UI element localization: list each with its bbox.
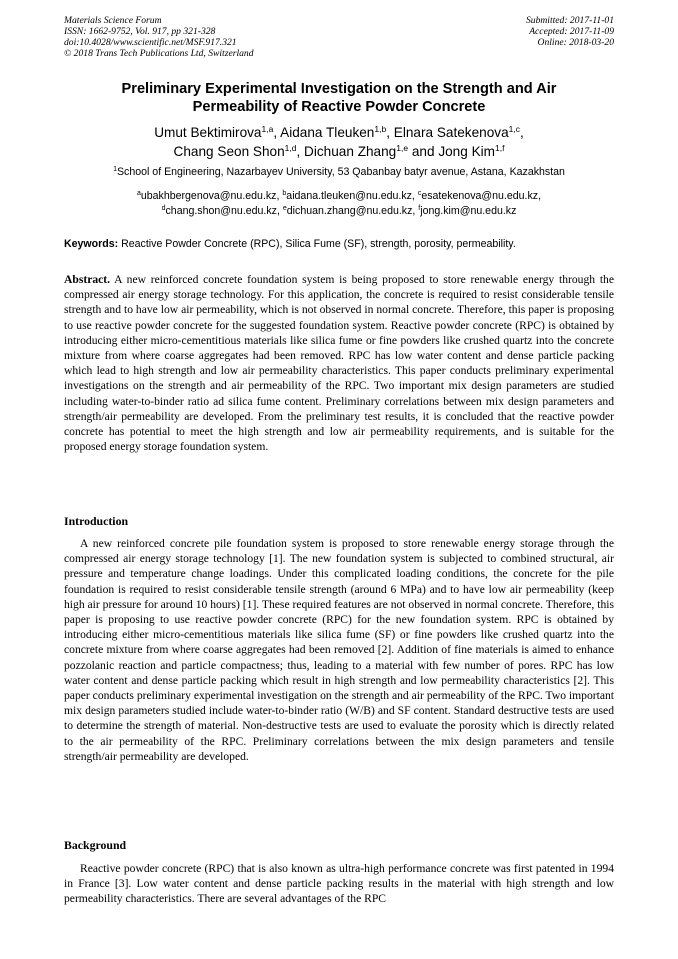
email-mark: b — [282, 190, 287, 197]
email-mark: a — [136, 190, 141, 197]
affiliation — [64, 166, 614, 179]
author-separator: , — [386, 125, 394, 140]
affiliation-text: School of Engineering, Nazarbayev University, 53 Qabanbay batyr avenue, Astana, Kazakhstan — [116, 166, 565, 178]
author-name: Dichuan Zhang — [304, 144, 397, 159]
email-list — [64, 189, 614, 219]
online-date: Online: 2018-03-20 — [537, 37, 614, 48]
authors-line-1 — [64, 123, 614, 142]
journal-name: Materials Science Forum — [64, 15, 162, 26]
issn-line: ISSN: 1662-9752, Vol. 917, pp 321-328 — [64, 26, 216, 37]
author-name: Aidana Tleuken — [280, 125, 375, 140]
email-address[interactable]: aidana.tleuken@nu.edu.kz, — [286, 190, 415, 202]
background-heading: Background — [64, 838, 127, 852]
author-affil-mark: 1,a — [261, 124, 274, 134]
author-name: Umut Bektimirova — [154, 125, 262, 140]
affiliation-mark: 1 — [113, 166, 117, 173]
author-list — [64, 123, 614, 161]
email-mark: d — [161, 205, 166, 212]
author-affil-mark: 1,c — [508, 124, 520, 134]
email-mark: e — [282, 205, 287, 212]
author-affil-mark: 1,d — [284, 143, 297, 153]
dates-header — [526, 15, 614, 48]
submitted-date: Submitted: 2017-11-01 — [525, 15, 614, 26]
title-line-1: Preliminary Experimental Investigation on the Strength and Air — [121, 81, 557, 97]
doi-line: doi:10.4028/www.scientific.net/MSF.917.321 — [64, 37, 237, 48]
abstract-label: Abstract. — [64, 273, 111, 286]
author-name: Jong Kim — [438, 144, 495, 159]
authors-line-2 — [64, 142, 614, 161]
keywords — [64, 237, 614, 251]
email-mark: f — [418, 205, 421, 212]
title-line-2: Permeability of Reactive Powder Concrete — [192, 99, 486, 115]
copyright-line: © 2018 Trans Tech Publications Ltd, Switzerland — [64, 48, 254, 59]
paper-title — [64, 80, 614, 116]
abstract — [64, 272, 614, 454]
author-affil-mark: 1,b — [374, 124, 387, 134]
email-mark: c — [417, 190, 422, 197]
author-separator: , — [296, 144, 305, 159]
emails-line-2 — [64, 204, 614, 219]
introduction-paragraph: A new reinforced concrete pile foundation system is proposed to store renewable energy storage through the compressed air energy storage technology [1]. The new foundation system is subjected to combined structural, air pressure and temperature change loadings. Under this complicated loading conditions, the concrete for the pile foundation is required to resist considerable tensile strength (around 6 MPa) and to have low air permeability (keep high air pressure for around 10 hours) [1]. These required features are not observed in normal concrete. Therefore, this paper is proposing to use reactive powder concrete (RPC) for the new foundation system. RPC is obtained by introducing either micro-cementitious materials like silica fume (SF) or fine powders like crushed quartz into the concrete mixture from where coarse aggregates had been removed [2]. Addition of fine materials is aimed to enhance pozzolanic reaction and particle compactness; thus, leading to a material with few number of pores. RPC has low water content and dense particle packing which result in high strength and low permeability characteristics [2]. This paper conducts preliminary experimental investigation on the strength and air permeability of the RPC. Two important mix design parameters studied include water-to-binder ratio (W/B) and SF content. Standard destructive tests are used to determine the strength of material. Non-destructive tests are used to evaluate the porosity which is directly related to the air permeability of the RPC. Preliminary correlations between the mix design parameters and tensile strength/air permeability are developed. — [64, 537, 614, 763]
background-paragraph: Reactive powder concrete (RPC) that is also known as ultra-high performance concrete was first patented in 1994 in France [3]. Low water content and dense particle packing results in the material with high strength and low permeability characteristics. There are several advantages of the RPC — [64, 862, 614, 906]
author-separator: , — [519, 125, 524, 140]
email-address[interactable]: dichuan.zhang@nu.edu.kz, — [286, 205, 416, 217]
emails-line-1 — [64, 189, 614, 204]
author-separator: , — [273, 125, 281, 140]
keywords-label: Keywords: — [64, 238, 119, 250]
email-address[interactable]: chang.shon@nu.edu.kz, — [165, 205, 280, 217]
abstract-text: A new reinforced concrete foundation system is being proposed to store renewable energy through the compressed air energy storage technology. For this application, the concrete is required to resist considerable tensile strength and to have low air permeability, which is not observed in normal concrete. Therefore, this paper is proposing to use reactive powder concrete for the suggested foundation system. Reactive powder concrete (RPC) is obtained by introducing either micro-cementitious materials like silica fume or fine powders like crushed quartz into the concrete mixture from where coarse aggregates had been removed. RPC has low water content and dense particle packing which lead to high strength and low air permeability characteristics. This paper conducts preliminary experimental investigations on the strength and air permeability of the RPC. Two important mix design parameters are studied including water-to-binder ratio ad silica fume content. Preliminary correlations between mix design parameters and strength/air permeability are developed. From the preliminary test results, it is concluded that the reactive powder concrete has potential to meet the high strength and low air permeability requirements, and is suitable for the proposed energy storage foundation system. — [64, 273, 614, 454]
email-address[interactable]: jong.kim@nu.edu.kz — [420, 205, 517, 217]
author-name: Chang Seon Shon — [173, 144, 285, 159]
author-affil-mark: 1,e — [396, 143, 409, 153]
author-separator: and — [408, 144, 439, 159]
author-name: Elnara Satekenova — [393, 125, 509, 140]
email-address[interactable]: ubakhbergenova@nu.edu.kz, — [140, 190, 280, 202]
author-affil-mark: 1,f — [494, 143, 505, 153]
email-address[interactable]: esatekenova@nu.edu.kz, — [421, 190, 542, 202]
introduction-heading: Introduction — [64, 514, 129, 528]
accepted-date: Accepted: 2017-11-09 — [529, 26, 614, 37]
keywords-text: Reactive Powder Concrete (RPC), Silica Fume (SF), strength, porosity, permeability. — [118, 238, 516, 250]
journal-header — [64, 15, 254, 59]
